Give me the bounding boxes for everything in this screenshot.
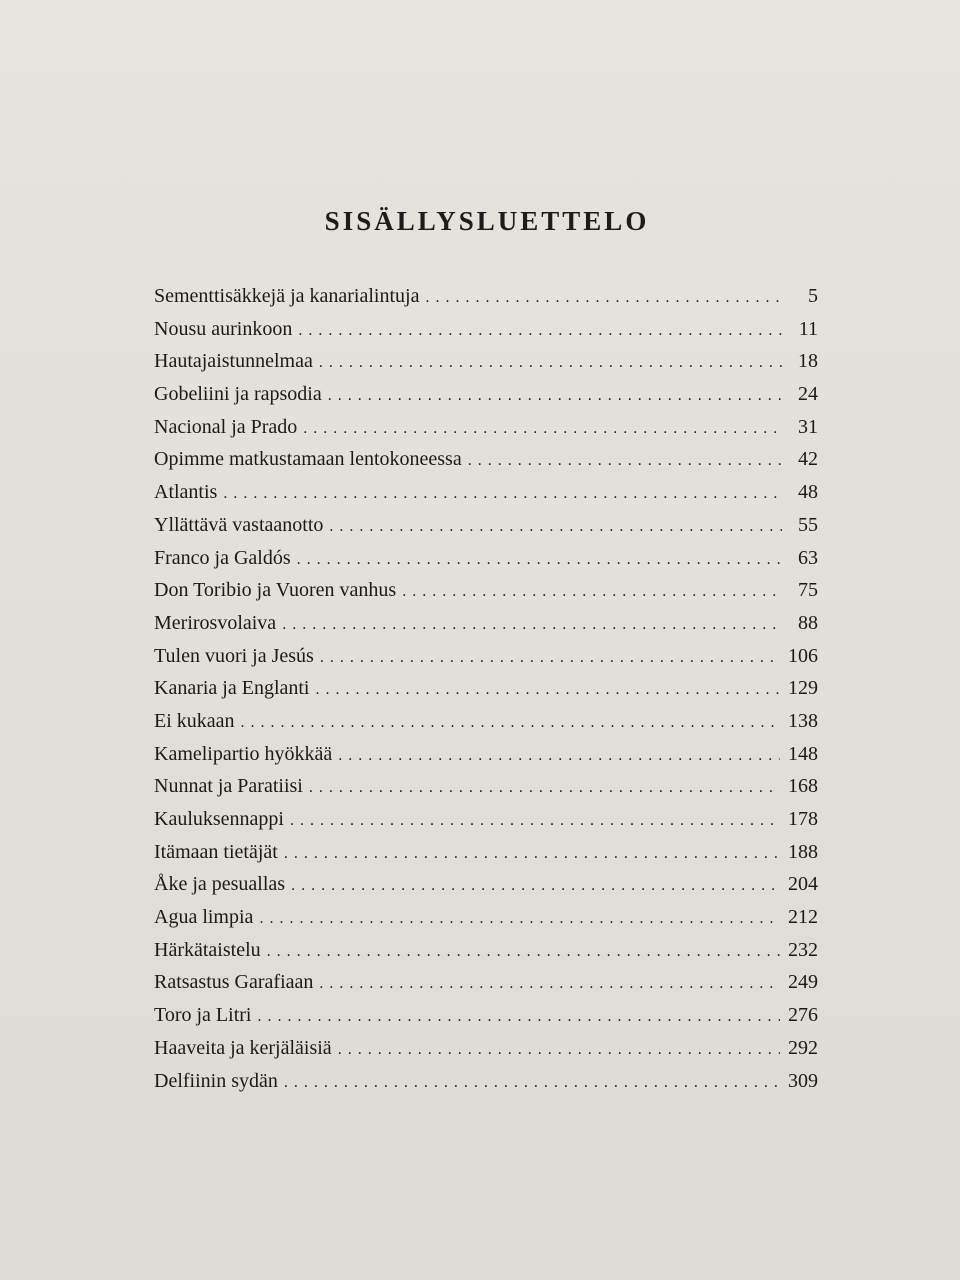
toc-entry-title: Franco ja Galdós bbox=[154, 546, 291, 569]
dot-leader bbox=[241, 707, 780, 740]
toc-entry-page-number: 129 bbox=[788, 677, 818, 700]
toc-entry-title: Toro ja Litri bbox=[154, 1004, 252, 1027]
dot-leader bbox=[338, 1034, 780, 1067]
table-of-contents bbox=[154, 280, 818, 1097]
toc-entry bbox=[154, 999, 818, 1032]
toc-entry-title: Nunnat ja Paratiisi bbox=[154, 775, 303, 798]
dot-leader bbox=[267, 936, 780, 969]
toc-entry-page-number: 204 bbox=[788, 873, 818, 896]
toc-entry bbox=[154, 1065, 818, 1098]
toc-entry bbox=[154, 803, 818, 836]
toc-entry-page-number: 232 bbox=[788, 938, 818, 961]
toc-entry-page-number: 106 bbox=[788, 644, 818, 667]
toc-entry bbox=[154, 280, 818, 313]
toc-entry-page-number: 309 bbox=[788, 1069, 818, 1092]
toc-entry-page-number: 18 bbox=[798, 350, 818, 373]
toc-entry-page-number: 178 bbox=[788, 808, 818, 830]
dot-leader bbox=[257, 1001, 780, 1034]
toc-entry bbox=[154, 966, 818, 999]
dot-leader bbox=[291, 870, 780, 903]
dot-leader bbox=[425, 282, 782, 315]
toc-entry bbox=[154, 443, 818, 476]
toc-entry bbox=[154, 738, 818, 771]
dot-leader bbox=[338, 740, 780, 773]
dot-leader bbox=[298, 315, 782, 348]
dot-leader bbox=[329, 511, 782, 544]
toc-entry bbox=[154, 770, 818, 803]
dot-leader bbox=[328, 380, 782, 413]
toc-entry-title: Kauluksennappi bbox=[154, 808, 284, 830]
dot-leader bbox=[297, 544, 782, 577]
toc-entry-page-number: 5 bbox=[808, 285, 818, 307]
toc-entry bbox=[154, 672, 818, 705]
page-title: SISÄLLYSLUETTELO bbox=[324, 206, 650, 236]
toc-entry-title: Tulen vuori ja Jesús bbox=[154, 644, 314, 667]
toc-entry-page-number: 292 bbox=[788, 1036, 818, 1059]
toc-entry-title: Nacional ja Prado bbox=[154, 415, 298, 438]
toc-entry bbox=[154, 640, 818, 673]
dot-leader bbox=[319, 347, 782, 380]
dot-leader bbox=[284, 838, 780, 871]
toc-entry-page-number: 11 bbox=[798, 317, 818, 340]
toc-entry-title: Delfiinin sydän bbox=[154, 1069, 278, 1092]
toc-entry-page-number: 48 bbox=[798, 481, 818, 504]
toc-entry-page-number: 249 bbox=[788, 971, 818, 994]
toc-entry-title: Yllättävä vastaanotto bbox=[154, 513, 324, 536]
toc-entry bbox=[154, 313, 818, 346]
toc-entry-page-number: 212 bbox=[788, 906, 818, 929]
dot-leader bbox=[309, 772, 780, 805]
toc-entry-title: Merirosvolaiva bbox=[154, 611, 277, 634]
toc-entry-title: Sementtisäkkejä ja kanarialintuja bbox=[154, 285, 420, 307]
toc-entry-title: Ratsastus Garafiaan bbox=[154, 971, 314, 994]
toc-entry bbox=[154, 345, 818, 378]
toc-entry bbox=[154, 542, 818, 575]
dot-leader bbox=[320, 642, 780, 675]
toc-entry-title: Nousu aurinkoon bbox=[154, 317, 293, 340]
toc-entry-title: Hautajaistunnelmaa bbox=[154, 350, 313, 373]
toc-entry bbox=[154, 378, 818, 411]
toc-entry-title: Itämaan tietäjät bbox=[154, 840, 278, 863]
toc-entry-page-number: 31 bbox=[798, 415, 818, 438]
toc-entry-page-number: 168 bbox=[788, 775, 818, 798]
toc-entry-page-number: 148 bbox=[788, 742, 818, 765]
dot-leader bbox=[468, 445, 782, 478]
toc-entry bbox=[154, 607, 818, 640]
dot-leader bbox=[319, 968, 780, 1001]
toc-entry-title: Härkätaistelu bbox=[154, 938, 261, 961]
toc-entry bbox=[154, 509, 818, 542]
dot-leader bbox=[316, 674, 781, 707]
dot-leader bbox=[303, 413, 782, 446]
toc-entry-page-number: 42 bbox=[798, 448, 818, 471]
dot-leader bbox=[284, 1067, 780, 1100]
dot-leader bbox=[223, 478, 782, 511]
dot-leader bbox=[290, 805, 780, 838]
toc-entry-title: Kamelipartio hyökkää bbox=[154, 742, 333, 765]
toc-entry-page-number: 55 bbox=[798, 513, 818, 536]
toc-entry bbox=[154, 411, 818, 444]
toc-entry bbox=[154, 901, 818, 934]
toc-entry-page-number: 188 bbox=[788, 840, 818, 863]
toc-entry-page-number: 138 bbox=[788, 709, 818, 732]
toc-entry-title: Åke ja pesuallas bbox=[154, 873, 286, 896]
toc-entry-title: Ei kukaan bbox=[154, 709, 235, 732]
toc-entry bbox=[154, 868, 818, 901]
toc-entry-title: Don Toribio ja Vuoren vanhus bbox=[154, 579, 397, 602]
dot-leader bbox=[259, 903, 780, 936]
dot-leader bbox=[402, 576, 782, 609]
dot-leader bbox=[282, 609, 782, 642]
toc-entry-page-number: 276 bbox=[788, 1004, 818, 1027]
toc-entry-title: Haaveita ja kerjäläisiä bbox=[154, 1036, 332, 1059]
toc-entry bbox=[154, 836, 818, 869]
toc-entry-title: Atlantis bbox=[154, 481, 218, 504]
toc-entry bbox=[154, 934, 818, 967]
toc-entry bbox=[154, 1032, 818, 1065]
toc-entry bbox=[154, 705, 818, 738]
toc-entry bbox=[154, 574, 818, 607]
toc-entry-page-number: 88 bbox=[798, 611, 818, 634]
toc-entry bbox=[154, 476, 818, 509]
toc-entry-title: Opimme matkustamaan lentokoneessa bbox=[154, 448, 462, 471]
toc-entry-title: Agua limpia bbox=[154, 906, 254, 929]
toc-entry-page-number: 63 bbox=[798, 546, 818, 569]
toc-entry-page-number: 24 bbox=[798, 383, 818, 406]
toc-entry-title: Kanaria ja Englanti bbox=[154, 677, 310, 700]
toc-entry-title: Gobeliini ja rapsodia bbox=[154, 383, 322, 406]
toc-entry-page-number: 75 bbox=[798, 579, 818, 602]
